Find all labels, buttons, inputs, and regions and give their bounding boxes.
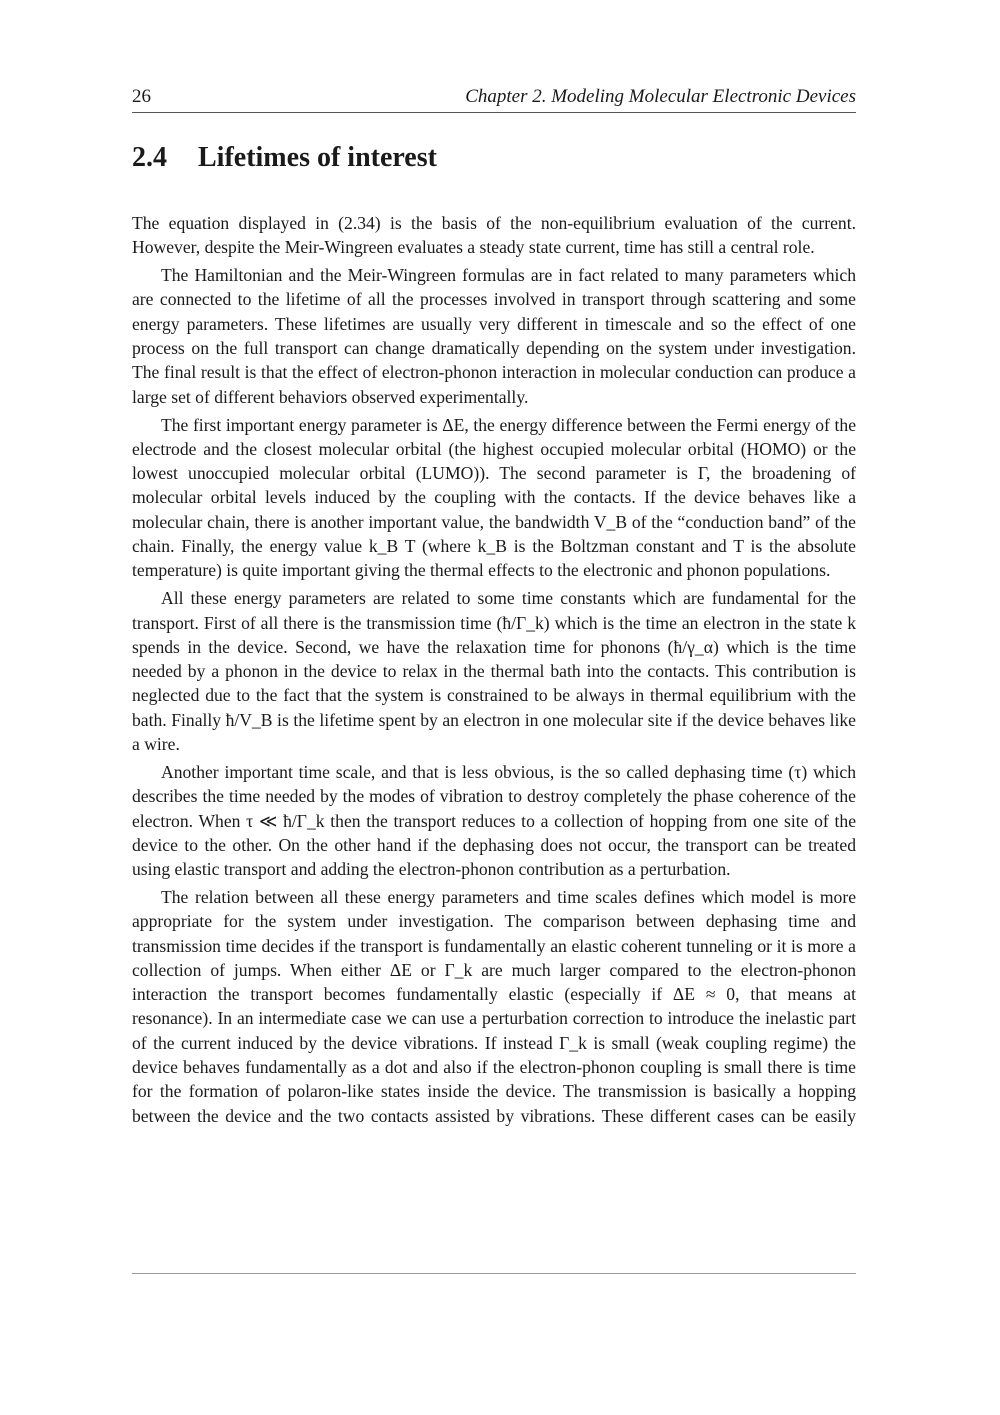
paragraph: The first important energy parameter is ΔE, the energy difference between the Fermi energy of the electrode and the closest molecular orbital (the highest occupied molecular orbital (HOMO) or the lowest unoccupied molecular orbital (LUMO)). The second parameter is Γ, the broadening of molecular orbital levels induced by the coupling with the contacts. If the device behaves like a molecular chain, there is another important value, the bandwidth V_B of the “conduction band” of the chain. Finally, the energy value k_B T (where k_B is the Boltzman constant and T is the absolute temperature) is quite important giving the thermal effects to the electronic and phonon populations. xyxy=(132,414,856,581)
body-text xyxy=(132,211,856,1128)
paragraph: The Hamiltonian and the Meir-Wingreen formulas are in fact related to many parameters which are connected to the lifetime of all the processes involved in transport through scattering and some energy parameters. These lifetimes are usually very different in timescale and so the effect of one process on the full transport can change dramatically depending on the system under investigation. The final result is that the effect of electron-phonon interaction in molecular conduction can produce a large set of different behaviors observed experimentally. xyxy=(132,265,856,407)
paragraph: All these energy parameters are related to some time constants which are fundamental for the transport. First of all there is the transmission time (ħ/Γ_k) which is the time an electron in the state k spends in the device. Second, we have the relaxation time for phonons (ħ/γ_α) which is the time needed by a phonon in the device to relax in the thermal bath into the contacts. This contribution is neglected due to the fact that the system is constrained to be always in thermal equilibrium with the bath. Finally ħ/V_B is the lifetime spent by an electron in one molecular site if the device behaves like a wire. xyxy=(132,588,856,755)
section-title: Lifetimes of interest xyxy=(198,142,437,173)
page xyxy=(132,84,856,1132)
section-number: 2.4 xyxy=(132,142,167,173)
chapter-title: Chapter 2. Modeling Molecular Electronic Devices xyxy=(465,86,856,107)
paragraph: Another important time scale, and that is less obvious, is the so called dephasing time (τ) which describes the time needed by the modes of vibration to destroy completely the phase coherence of the electron. When τ ≪ ħ/Γ_k then the transport reduces to a collection of hopping from one site of the device to the other. On the other hand if the dephasing does not occur, the transport can be treated using elastic transport and adding the electron-phonon contribution as a perturbation. xyxy=(132,761,856,880)
page-number: 26 xyxy=(132,86,151,107)
paragraph: The equation displayed in (2.34) is the basis of the non-equilibrium evaluation of the current. However, despite the Meir-Wingreen evaluates a steady state current, time has still a central role. xyxy=(132,213,856,258)
section-heading xyxy=(132,141,856,175)
footer-rule xyxy=(132,1273,856,1274)
running-head xyxy=(132,84,856,113)
paragraph: The relation between all these energy parameters and time scales defines which model is more appropriate for the system under investigation. The comparison between dephasing time and transmission time decides if the transport is fundamentally an elastic coherent tunneling or it is more a collection of jumps. When either ΔE or Γ_k are much larger compared to the electron-phonon interaction the transport becomes fundamentally elastic (especially if ΔE ≈ 0, that means at resonance). In an intermediate case we can use a perturbation correction to introduce the inelastic part of the current induced by the device vibrations. If instead Γ_k is small (weak coupling regime) the device behaves fundamentally as a dot and also if the electron-phonon coupling is small there is time for the formation of polaron-like states inside the device. The transmission is basically a hopping between the device and the two contacts assisted by vibrations. These different cases can be easily xyxy=(132,886,856,1126)
